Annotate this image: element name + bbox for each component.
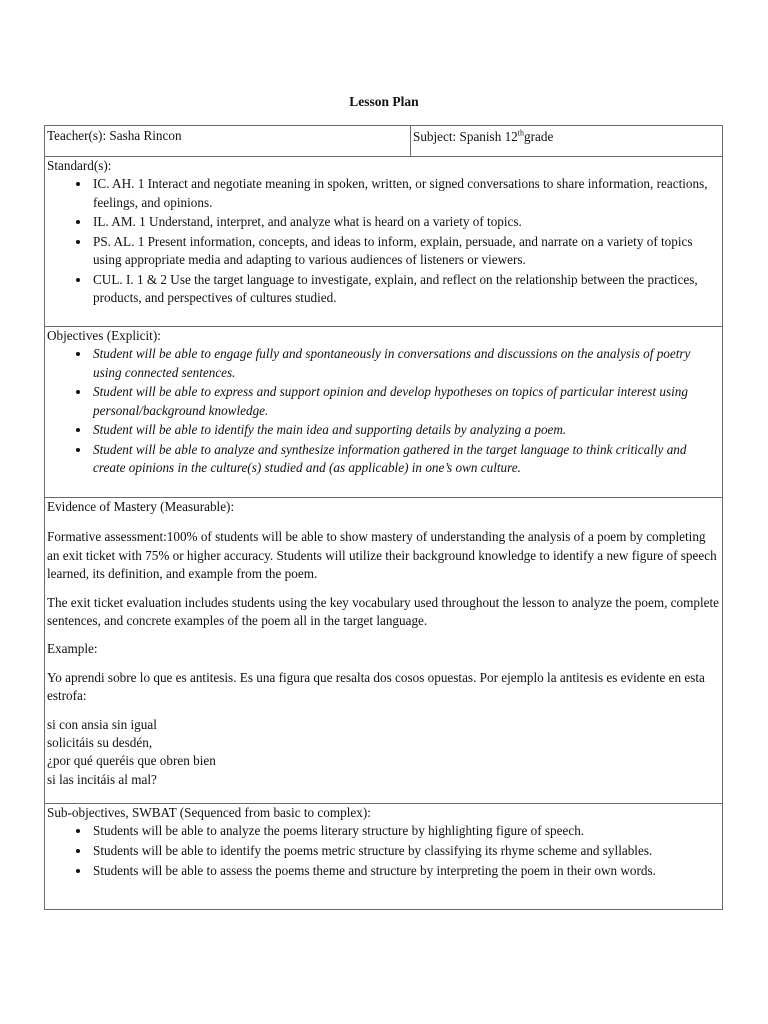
poem-excerpt bbox=[47, 716, 721, 790]
subject-tail: grade bbox=[524, 129, 554, 144]
example-text: Yo aprendi sobre lo que es antitesis. Es una figura que resalta dos cosos opuestas. Por ejemplo la antitesis es evidente en esta estrofa: bbox=[47, 669, 705, 704]
objectives-row bbox=[45, 327, 723, 498]
evidence-paragraph: The exit ticket evaluation includes students using the key vocabulary used throughout the lesson to analyze the poem, complete sentences, and concrete examples of the poem all in the target language. bbox=[47, 594, 720, 629]
standard-item: • IL. AM. 1 Understand, interpret, and analyze what is heard on a variety of topics. bbox=[91, 213, 721, 231]
subobjectives-cell bbox=[45, 804, 723, 910]
subject-superscript: th bbox=[517, 128, 525, 138]
evidence-heading: Evidence of Mastery (Measurable): bbox=[47, 499, 235, 514]
evidence-cell bbox=[45, 498, 723, 804]
standard-item: • CUL. I. 1 & 2 Use the target language to investigate, explain, and reflect on the relationship between the practices, products, and perspectives of cultures studied. bbox=[91, 271, 721, 308]
objectives-cell bbox=[45, 327, 723, 498]
poem-line: solicitáis su desdén, bbox=[47, 735, 153, 751]
subject-label bbox=[413, 126, 553, 146]
evidence-row bbox=[45, 498, 723, 804]
subobjective-item: • Students will be able to identify the poems metric structure by classifying its rhyme scheme and syllables. bbox=[91, 842, 721, 860]
example-label: Example: bbox=[47, 641, 98, 657]
standards-list bbox=[47, 175, 721, 307]
subobjectives-heading: Sub-objectives, SWBAT (Sequenced from basic to complex): bbox=[47, 805, 371, 820]
subject-text: Subject: Spanish 12 bbox=[413, 129, 518, 144]
standards-heading: Standard(s): bbox=[47, 158, 112, 173]
lesson-plan-table bbox=[44, 125, 723, 910]
subject-cell bbox=[411, 126, 723, 157]
subobjectives-list bbox=[47, 822, 721, 880]
subobjective-item: • Students will be able to assess the poems theme and structure by interpreting the poem in their own words. bbox=[91, 862, 721, 880]
teacher-label: Teacher(s): Sasha Rincon bbox=[47, 128, 182, 143]
teacher-cell bbox=[45, 126, 411, 157]
evidence-paragraph: Formative assessment:100% of students will be able to show mastery of understanding the analysis of a poem by completing an exit ticket with 75% or higher accuracy. Students will utilize their background knowledge to identify a new figure of speech learned, its definition, and example from the poem. bbox=[47, 529, 717, 582]
objective-item: • Student will be able to identify the main idea and supporting details by analyzing a poem. bbox=[91, 421, 721, 439]
objective-item: • Student will be able to analyze and synthesize information gathered in the target language to think critically and create opinions in the culture(s) studied and (as applicable) in one’s own culture. bbox=[91, 441, 721, 478]
document-title: Lesson Plan bbox=[349, 94, 419, 109]
standards-cell bbox=[45, 157, 723, 327]
standard-item: • PS. AL. 1 Present information, concepts, and ideas to inform, explain, persuade, and narrate on a variety of topics using appropriate media and adapting to various audiences of listeners or viewers. bbox=[91, 233, 721, 270]
objectives-heading: Objectives (Explicit): bbox=[47, 328, 161, 343]
objective-item: • Student will be able to engage fully and spontaneously in conversations and discussions on the analysis of poetry using connected sentences. bbox=[91, 345, 721, 382]
poem-line: ¿por qué queréis que obren bien bbox=[47, 753, 216, 769]
subobjective-item: • Students will be able to analyze the poems literary structure by highlighting figure of speech. bbox=[91, 822, 721, 840]
subobjectives-row bbox=[45, 804, 723, 910]
poem-line: si las incitáis al mal? bbox=[47, 771, 157, 787]
standards-row bbox=[45, 157, 723, 327]
standard-item: • IC. AH. 1 Interact and negotiate meaning in spoken, written, or signed conversations to share information, reactions, feelings, and opinions. bbox=[91, 175, 721, 212]
objective-item: • Student will be able to express and support opinion and develop hypotheses on topics of particular interest using personal/background knowledge. bbox=[91, 383, 721, 420]
poem-line: si con ansia sin igual bbox=[47, 716, 157, 732]
objectives-list bbox=[47, 345, 721, 477]
header-row bbox=[45, 126, 723, 157]
